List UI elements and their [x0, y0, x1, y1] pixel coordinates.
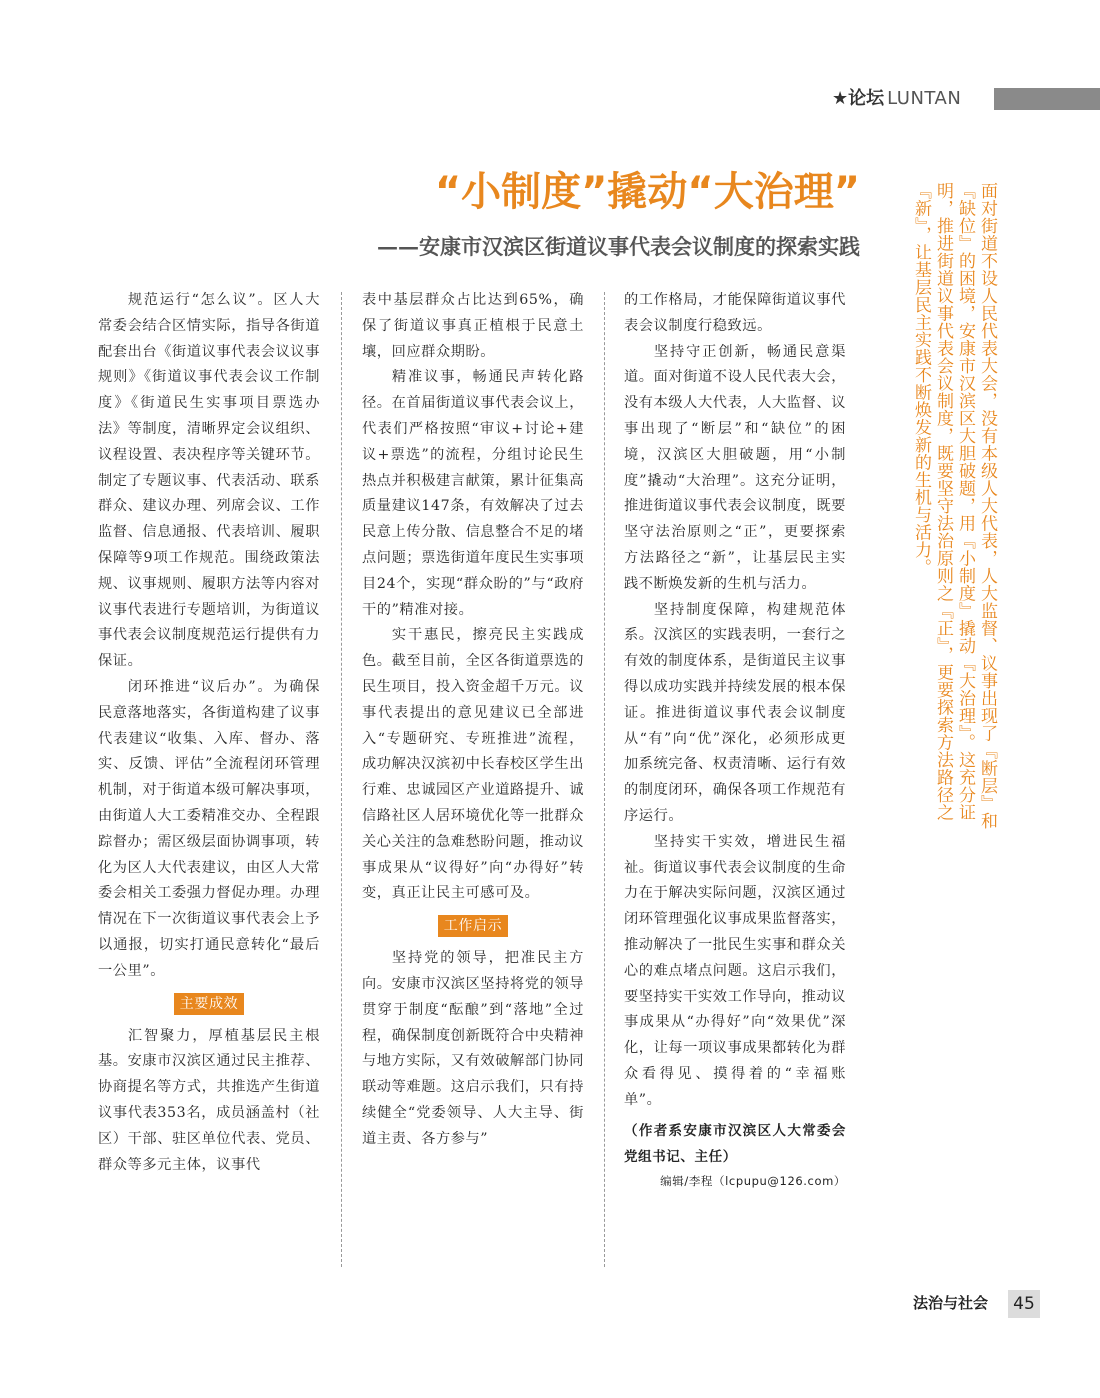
paragraph: 坚持实干实效，增进民生福祉。街道议事代表会议制度的生命力在于解决实际问题，汉滨区通过闭环管理强化议事成果监督落实，推动解决了一批民生实事和群众关心的难点堵点问题。这启示我们，要坚持实干实效工作导向，推动议事成果从“办得好”向“效果优”深化，让每一项议事成果都转化为群众看得见、摸得着的“幸福账单”。 [624, 833, 846, 1108]
column-divider [604, 292, 605, 1267]
section-name-en: LUNTAN [887, 88, 962, 109]
text-column-2 [362, 288, 584, 1268]
column-divider [341, 292, 342, 1267]
paragraph: 的工作格局，才能保障街道议事代表会议制度行稳致远。 [624, 292, 846, 334]
section-heading-insights [362, 915, 584, 937]
article-title: “小制度”撬动“大治理” [434, 169, 860, 215]
paragraph: 坚持守正创新，畅通民意渠道。面对街道不设人民代表大会，没有本级人大代表，人大监督、议事出现了“断层”和“缺位”的困境，汉滨区大胆破题，用“小制度”撬动“大治理”。这充分证明，推进街道议事代表会议制度，既要坚守法治原则之“正”，更要探索方法路径之“新”，让基层民主实践不断焕发新的生机与活力。 [624, 343, 846, 592]
paragraph: 闭环推进“议后办”。为确保民意落地落实，各街道构建了议事代表建议“收集、入库、督办、落实、反馈、评估”全流程闭环管理机制，对于街道本级可解决事项，由街道人大工委精准交办、全程跟踪督办；需区级层面协调事项，转化为区人大代表建议，由区人大常委会相关工委强力督促办理。办理情况在下一次街道议事代表会上予以通报，切实打通民意转化“最后一公里”。 [98, 678, 320, 979]
publication-name: 法治与社会 [912, 1294, 988, 1312]
paragraph: 表中基层群众占比达到65%，确保了街道议事真正植根于民意土壤，回应群众期盼。 [362, 292, 584, 360]
section-heading-results [98, 993, 320, 1015]
text-column-1 [98, 288, 320, 1268]
paragraph: 实干惠民，擦亮民主实践成色。截至目前，全区各街道票选的民生项目，投入资金超千万元。议事代表提出的意见建议已全部进入“专题研究、专班推进”流程，成功解决汉滨初中长春校区学生出行难、忠诚园区产业道路提升、诚信路社区人居环境优化等一批群众关心关注的急难愁盼问题，推动议事成果从“议得好”向“办得好”转变，真正让民主可感可及。 [362, 627, 584, 902]
paragraph: 坚持党的领导，把准民主方向。安康市汉滨区坚持将党的领导贯穿于制度“酝酿”到“落地”全过程，确保制度创新既符合中央精神与地方实际，又有效破解部门协同联动等难题。这启示我们，只有持续健全“党委领导、人大主导、街道主责、各方参与” [362, 950, 584, 1147]
section-heading-label: 工作启示 [438, 915, 508, 937]
section-name-cn: 论坛 [848, 88, 885, 109]
text-column-3 [624, 288, 846, 1268]
pull-quote-sidebar [878, 182, 998, 842]
paragraph: 精准议事，畅通民声转化路径。在首届街道议事代表会议上，代表们严格按照“审议+讨论+建议+票选”的流程，分组讨论民生热点并积极建言献策，累计征集高质量建议147条，有效解决了过去民意上传分散、信息整合不足的堵点问题；票选街道年度民生实事项目24个，实现“群众盼的”与“政府干的”精准对接。 [362, 369, 584, 618]
paragraph: 规范运行“怎么议”。区人大常委会结合区情实际，指导各街道配套出台《街道议事代表会议议事规则》《街道议事代表会议工作制度》《街道民生实事项目票选办法》等制度，清晰界定会议组织、议程设置、表决程序等关键环节。制定了专题议事、代表活动、联系群众、建议办理、列席会议、工作监督、信息通报、代表培训、履职保障等9项工作规范。围绕政策法规、议事规则、履职方法等内容对议事代表进行专题培训，为街道议事代表会议制度规范运行提供有力保证。 [98, 292, 320, 670]
star-icon: ★ [832, 88, 849, 109]
article-subtitle: ——安康市汉滨区街道议事代表会议制度的探索实践 [377, 234, 860, 259]
author-note: （作者系安康市汉滨区人大常委会党组书记、主任） [624, 1122, 846, 1165]
pull-quote-text: 面对街道不设人民代表大会，没有本级人大代表，人大监督、议事出现了『断层』和『缺位』的困境，安康市汉滨区大胆破题，用『小制度』撬动『大治理』。这充分证明，推进街道议事代表会议制度，既要坚守法治原则之『正』，更要探索方法路径之『新』，让基层民主实践不断焕发新的生机与活力。 [911, 182, 997, 830]
page-number: 45 [1008, 1290, 1040, 1318]
editor-credit: 编辑/李程（lcpupu@126.com） [660, 1173, 846, 1188]
paragraph: 汇智聚力，厚植基层民主根基。安康市汉滨区通过民主推荐、协商提名等方式，共推选产生街道议事代表353名，成员涵盖村（社区）干部、驻区单位代表、党员、群众等多元主体，议事代 [98, 1027, 320, 1173]
header-bar [994, 88, 1100, 110]
paragraph: 坚持制度保障，构建规范体系。汉滨区的实践表明，一套行之有效的制度体系，是街道民主议事得以成功实践并持续发展的根本保证。推进街道议事代表会议制度从“有”向“优”深化，必须形成更加系统完备、权责清晰、运行有效的制度闭环，确保各项工作规范有序运行。 [624, 601, 846, 824]
section-tag [832, 86, 961, 112]
section-heading-label: 主要成效 [174, 993, 244, 1015]
